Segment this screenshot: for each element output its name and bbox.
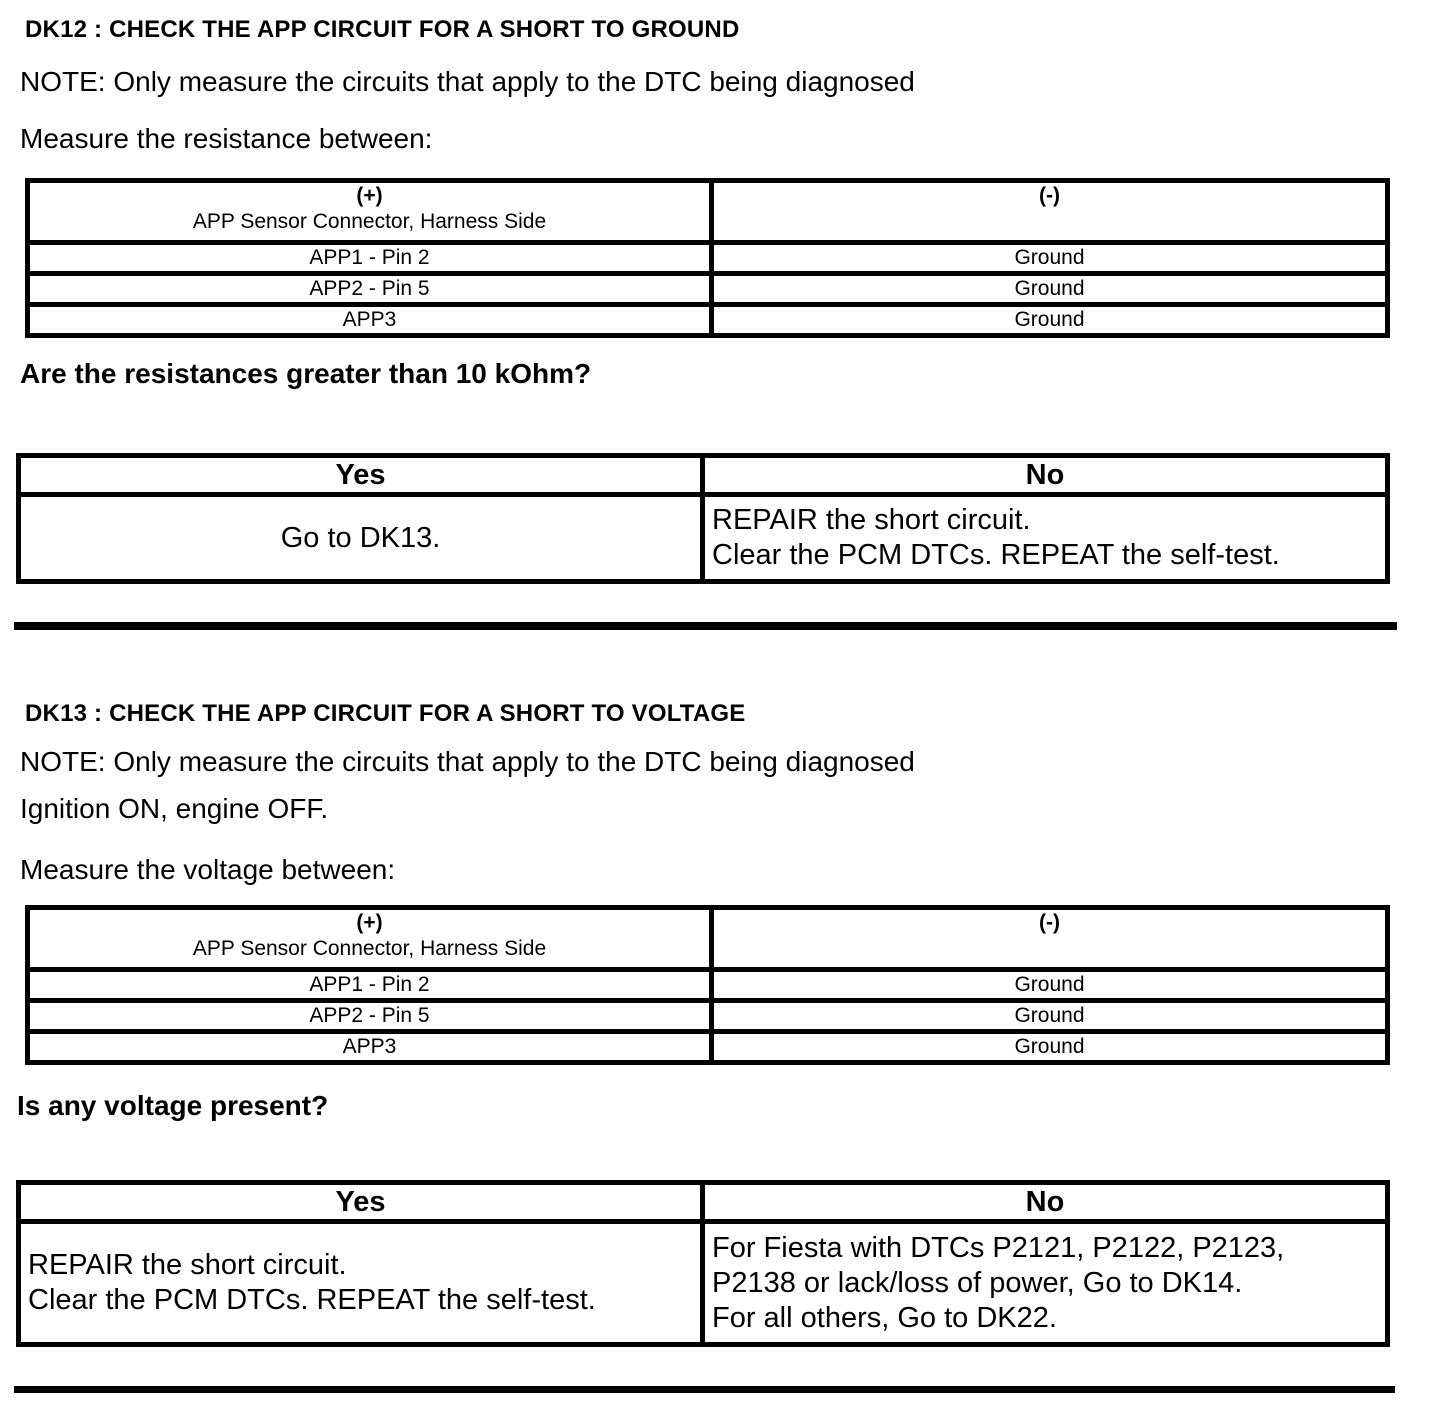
measurement-table-dk12 <box>25 178 1390 338</box>
table-row <box>28 274 1388 305</box>
yes-header-cell: Yes <box>19 1183 703 1222</box>
decision-table-dk13 <box>16 1180 1390 1347</box>
decision-header-row <box>19 1183 1388 1222</box>
note-text: NOTE: Only measure the circuits that apply to the DTC being diagnosed <box>20 746 915 777</box>
minus-sign-label: (-) <box>1039 184 1060 207</box>
table-row <box>28 305 1388 336</box>
table-cell-plus: APP1 - Pin 2 <box>28 243 712 274</box>
table-row <box>28 970 1388 1001</box>
question-text: Is any voltage present? <box>17 1090 329 1121</box>
table-header-row <box>28 908 1388 970</box>
plus-sign-label: (+) <box>356 184 383 207</box>
yes-header-cell: Yes <box>19 456 703 495</box>
table-cell-plus: APP1 - Pin 2 <box>28 970 712 1001</box>
table-cell-plus: APP3 <box>28 305 712 336</box>
no-action-cell <box>703 1222 1388 1345</box>
plus-sign-label: (+) <box>356 911 383 934</box>
table-cell-minus: Ground <box>712 1032 1388 1063</box>
table-cell-plus: APP2 - Pin 5 <box>28 274 712 305</box>
section-divider <box>14 622 1397 630</box>
minus-sign-label: (-) <box>1039 911 1060 934</box>
instruction-text: Measure the voltage between: <box>20 854 396 885</box>
plus-header-label: APP Sensor Connector, Harness Side <box>192 210 547 233</box>
measurement-table-dk13 <box>25 905 1390 1065</box>
plus-header-cell <box>28 181 712 243</box>
table-cell-minus: Ground <box>712 1001 1388 1032</box>
table-row <box>28 243 1388 274</box>
section-heading-dk13: DK13 : CHECK THE APP CIRCUIT FOR A SHORT TO VOLTAGE <box>25 700 746 727</box>
decision-body-row <box>19 495 1388 582</box>
yes-action-line: Go to DK13. <box>280 521 441 554</box>
ignition-state-text: Ignition ON, engine OFF. <box>20 793 329 824</box>
table-row <box>28 1032 1388 1063</box>
question-text: Are the resistances greater than 10 kOhm? <box>20 358 592 389</box>
minus-header-cell <box>712 181 1388 243</box>
table-header-row <box>28 181 1388 243</box>
plus-header-label: APP Sensor Connector, Harness Side <box>192 937 547 960</box>
yes-action-cell <box>19 1222 703 1345</box>
section-heading-dk12: DK12 : CHECK THE APP CIRCUIT FOR A SHORT TO GROUND <box>25 16 740 43</box>
no-action-line: For all others, Go to DK22. <box>712 1301 1057 1334</box>
no-action-line: REPAIR the short circuit. <box>712 504 1031 536</box>
page-bottom-rule <box>14 1386 1395 1393</box>
yes-action-line: Clear the PCM DTCs. REPEAT the self-test. <box>28 1284 596 1316</box>
table-cell-plus: APP3 <box>28 1032 712 1063</box>
no-action-line: P2138 or lack/loss of power, Go to DK14. <box>712 1266 1243 1299</box>
instruction-text: Measure the resistance between: <box>20 123 433 154</box>
no-header-cell: No <box>703 456 1388 495</box>
table-cell-minus: Ground <box>712 274 1388 305</box>
no-header-cell: No <box>703 1183 1388 1222</box>
minus-header-cell <box>712 908 1388 970</box>
table-cell-plus: APP2 - Pin 5 <box>28 1001 712 1032</box>
table-cell-minus: Ground <box>712 243 1388 274</box>
no-action-cell <box>703 495 1388 582</box>
yes-action-cell <box>19 495 703 582</box>
decision-header-row <box>19 456 1388 495</box>
decision-body-row <box>19 1222 1388 1345</box>
table-cell-minus: Ground <box>712 305 1388 336</box>
decision-table-dk12 <box>16 453 1390 584</box>
plus-header-cell <box>28 908 712 970</box>
note-text: NOTE: Only measure the circuits that apply to the DTC being diagnosed <box>20 66 915 97</box>
table-row <box>28 1001 1388 1032</box>
table-cell-minus: Ground <box>712 970 1388 1001</box>
yes-action-line: REPAIR the short circuit. <box>28 1249 347 1281</box>
no-action-line: For Fiesta with DTCs P2121, P2122, P2123, <box>712 1231 1285 1264</box>
no-action-line: Clear the PCM DTCs. REPEAT the self-test. <box>712 539 1280 571</box>
